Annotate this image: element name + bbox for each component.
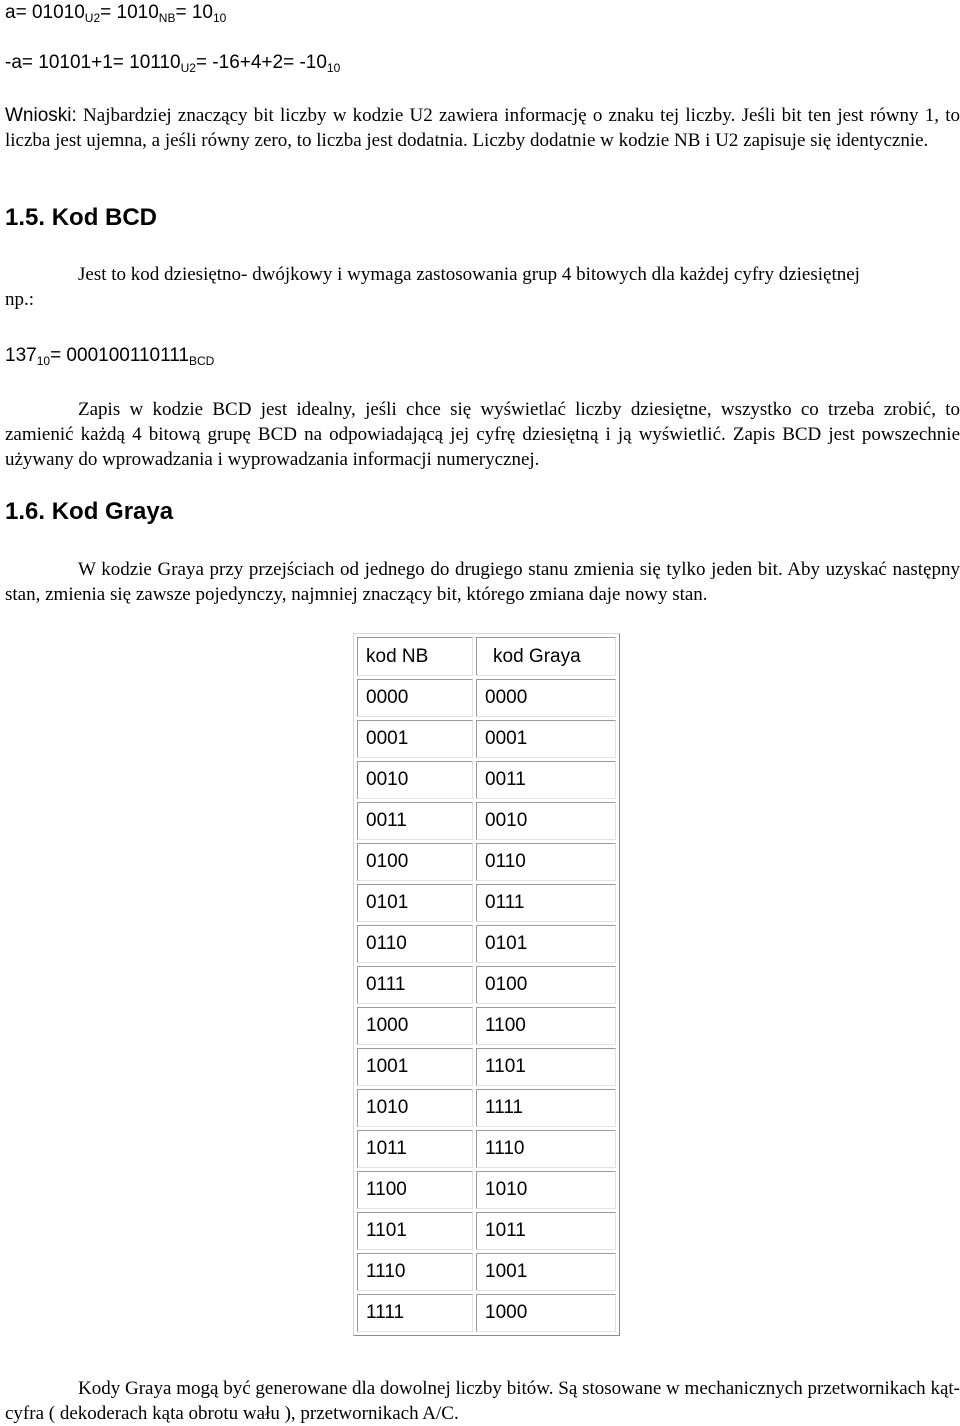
- bcd-example-sub-bcd: BCD: [189, 354, 215, 368]
- equation-u2-positive: [5, 2, 226, 24]
- table-cell-nb: 0100: [357, 843, 473, 881]
- section-heading-bcd: 1.5. Kod BCD: [5, 204, 158, 231]
- table-row: [357, 843, 616, 881]
- bcd-example-sub-10: 10: [36, 354, 51, 368]
- eq1-sub-u2: U2: [84, 11, 101, 25]
- eq1-part-a: a= 01010: [5, 2, 85, 23]
- table-cell-nb: 1100: [357, 1171, 473, 1209]
- gray-closing-paragraph: Kody Graya mogą być generowane dla dowolnej liczby bitów. Są stosowane w mechanicznych przetwornikach kąt- cyfra ( dekoderach kąta obrotu wału ), przetwornikach A/C.: [5, 1378, 960, 1424]
- table-row: [357, 966, 616, 1004]
- table-cell-nb: 1010: [357, 1089, 473, 1127]
- table-cell-gray: 0011: [476, 761, 616, 799]
- table-cell-gray: 0100: [476, 966, 616, 1004]
- table-row: [357, 1171, 616, 1209]
- table-cell-gray: 1011: [476, 1212, 616, 1250]
- table-row: [357, 1294, 616, 1332]
- table-header-nb: kod NB: [357, 637, 473, 676]
- table-cell-nb: 0001: [357, 720, 473, 758]
- bcd-example-equation: [5, 345, 214, 367]
- table-cell-gray: 0111: [476, 884, 616, 922]
- table-row: [357, 1212, 616, 1250]
- table-cell-nb: 1011: [357, 1130, 473, 1168]
- table-cell-gray: 0010: [476, 802, 616, 840]
- eq1-sub-nb: NB: [158, 11, 176, 25]
- eq1-part-c: = 10: [175, 2, 213, 23]
- table-row: [357, 925, 616, 963]
- eq1-part-b: = 1010: [100, 2, 159, 23]
- bcd-paragraph: Zapis w kodzie BCD jest idealny, jeśli chce się wyświetlać liczby dziesiętne, wszystko co trzeba zrobić, to zamienić każdą 4 bitową grupę BCD na odpowiadającą jej cyfrę dziesiętną i ją wyświetlić. Zapis BCD jest powszechnie używany do wprowadzania i wyprowadzania informacji numerycznej.: [5, 399, 960, 470]
- table-row: [357, 1007, 616, 1045]
- table-row: [357, 1089, 616, 1127]
- table-cell-nb: 0000: [357, 679, 473, 717]
- conclusions-paragraph: [5, 103, 960, 153]
- table-cell-gray: 1101: [476, 1048, 616, 1086]
- bcd-example-label: np.:: [5, 289, 35, 310]
- bcd-intro-text: Jest to kod dziesiętno- dwójkowy i wymaga zastosowania grup 4 bitowych dla każdej cyfry dziesiętnej: [78, 264, 860, 285]
- table-cell-nb: 1000: [357, 1007, 473, 1045]
- table-cell-gray: 1001: [476, 1253, 616, 1291]
- table-row: [357, 720, 616, 758]
- table-cell-nb: 1110: [357, 1253, 473, 1291]
- bcd-example-part-b: = 000100110111: [50, 345, 190, 366]
- eq2-part-a: -a= 10101+1= 10110: [5, 52, 181, 73]
- eq2-part-b: = -16+4+2= -10: [195, 52, 327, 73]
- table-row: [357, 1130, 616, 1168]
- table-row: [357, 1048, 616, 1086]
- table-cell-gray: 1110: [476, 1130, 616, 1168]
- table-cell-nb: 1111: [357, 1294, 473, 1332]
- table-cell-gray: 1111: [476, 1089, 616, 1127]
- table-cell-nb: 1101: [357, 1212, 473, 1250]
- table-header-gray: kod Graya: [476, 637, 616, 676]
- table-cell-gray: 0101: [476, 925, 616, 963]
- section-heading-gray: 1.6. Kod Graya: [5, 498, 174, 525]
- table-cell-nb: 0110: [357, 925, 473, 963]
- table-cell-nb: 0011: [357, 802, 473, 840]
- table-row: [357, 802, 616, 840]
- gray-code-table: [353, 633, 620, 1336]
- table-cell-nb: 1001: [357, 1048, 473, 1086]
- table-cell-gray: 1010: [476, 1171, 616, 1209]
- eq1-sub-10: 10: [212, 11, 227, 25]
- table-row: [357, 679, 616, 717]
- table-cell-gray: 0001: [476, 720, 616, 758]
- table-cell-gray: 0000: [476, 679, 616, 717]
- table-row: [357, 1253, 616, 1291]
- table-cell-gray: 1000: [476, 1294, 616, 1332]
- table-header-row: [357, 637, 616, 676]
- eq2-sub-10: 10: [326, 61, 341, 75]
- equation-u2-negative: [5, 52, 340, 74]
- table-row: [357, 761, 616, 799]
- gray-paragraph: W kodzie Graya przy przejściach od jednego do drugiego stanu zmienia się tylko jeden bit. Aby uzyskać następny stan, zmienia się zawsze pojedynczy, najmniej znaczący bit, którego zmiana daje nowy stan.: [5, 559, 960, 605]
- table-cell-nb: 0010: [357, 761, 473, 799]
- bcd-example-part-a: 137: [5, 345, 37, 366]
- table-cell-nb: 0111: [357, 966, 473, 1004]
- table-cell-gray: 1100: [476, 1007, 616, 1045]
- conclusions-text: Najbardziej znaczący bit liczby w kodzie U2 zawiera informację o znaku tej liczby. Jeśli bit ten jest równy 1, to liczba jest ujemna, a jeśli równy zero, to liczba jest dodatnia. Liczby dodatnie w kodzie NB i U2 zapisuje się identycznie.: [5, 105, 960, 151]
- table-cell-gray: 0110: [476, 843, 616, 881]
- eq2-sub-u2: U2: [180, 61, 196, 75]
- table-cell-nb: 0101: [357, 884, 473, 922]
- conclusions-label: Wnioski:: [5, 105, 77, 126]
- table-row: [357, 884, 616, 922]
